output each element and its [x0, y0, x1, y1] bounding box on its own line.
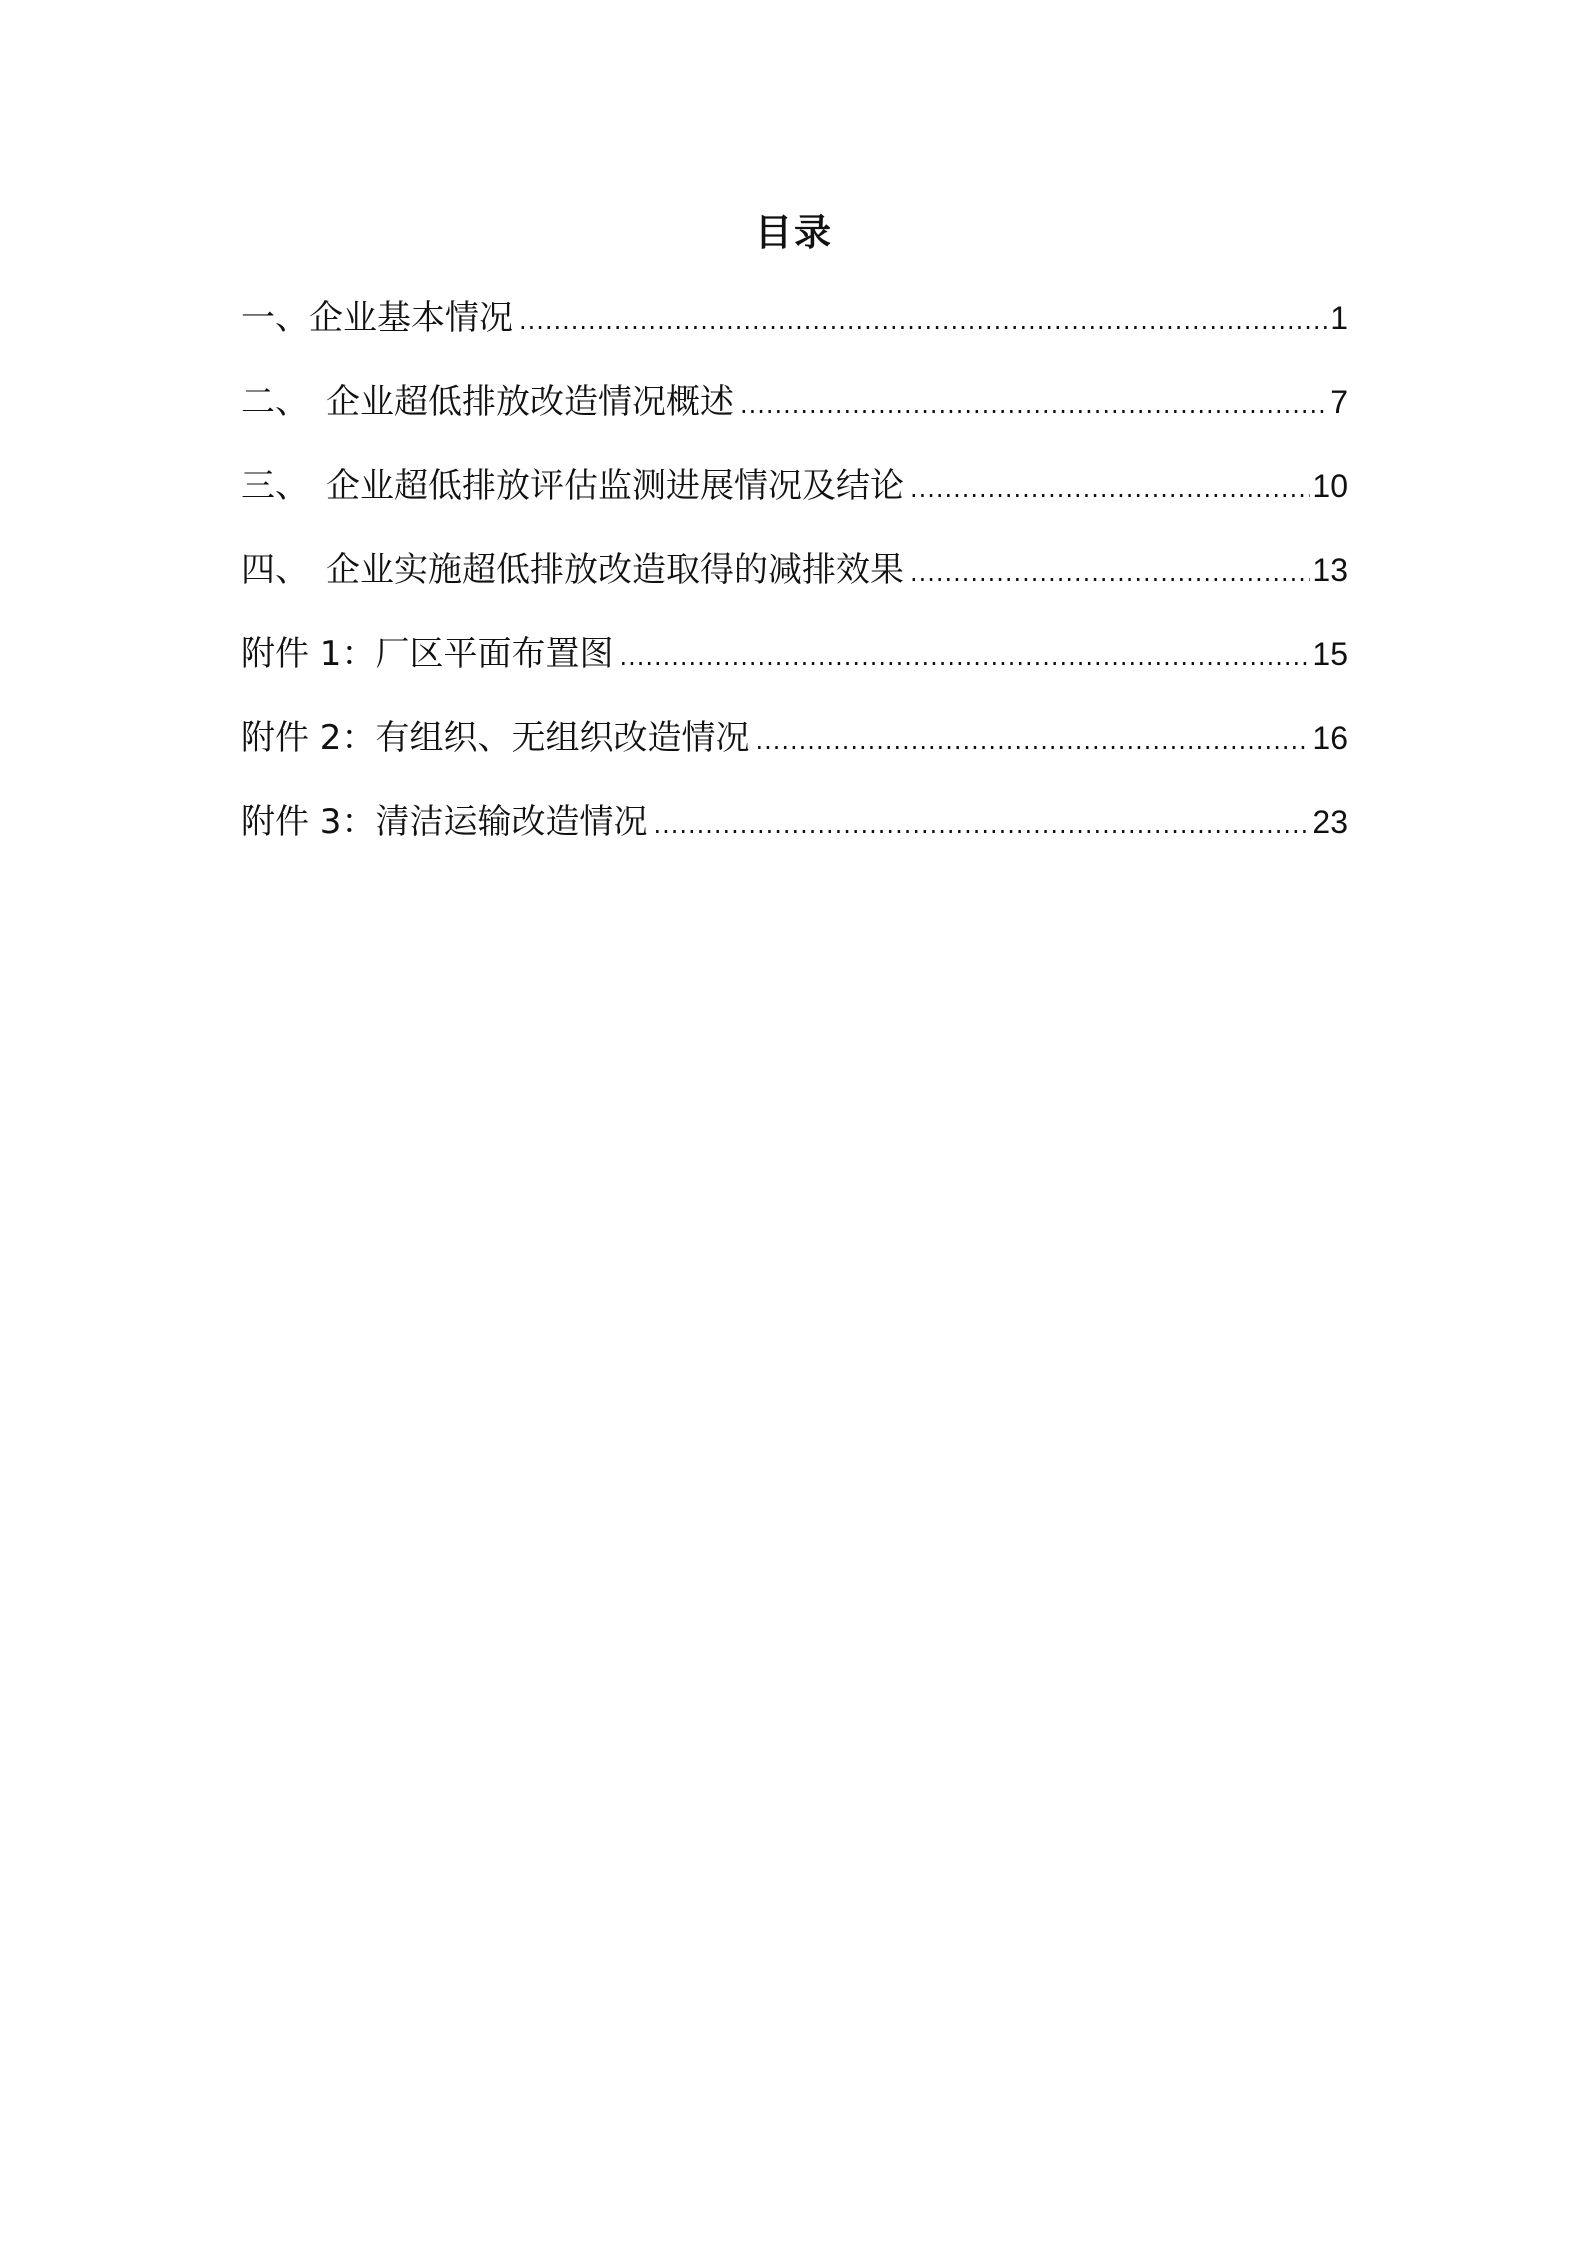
toc-entry-4[interactable] — [241, 540, 1348, 624]
toc-entry-page: 7 — [1330, 384, 1348, 420]
toc-entry-page: 10 — [1312, 468, 1348, 504]
toc-entry-2[interactable] — [241, 372, 1348, 456]
toc-entry-1[interactable] — [241, 288, 1348, 372]
toc-entry-text: 企业基本情况 — [309, 298, 513, 338]
dot-leader — [740, 375, 1328, 435]
toc-entry-number: 附件 1： — [241, 634, 376, 674]
dot-leader — [653, 795, 1310, 855]
dot-leader — [910, 459, 1310, 519]
toc-entry-3[interactable] — [241, 456, 1348, 540]
toc-entry-number: 附件 2： — [241, 718, 376, 758]
toc-entry-text: 企业实施超低排放改造取得的减排效果 — [326, 550, 904, 590]
toc-entry-6[interactable] — [241, 708, 1348, 792]
toc-entry-page: 16 — [1312, 720, 1348, 756]
table-of-contents — [241, 288, 1348, 876]
toc-entry-text: 企业超低排放改造情况概述 — [326, 382, 734, 422]
toc-entry-text: 有组织、无组织改造情况 — [375, 718, 750, 758]
toc-entry-text: 企业超低排放评估监测进展情况及结论 — [326, 466, 904, 506]
dot-leader — [755, 711, 1310, 771]
toc-entry-number: 三、 — [241, 466, 326, 506]
toc-entry-5[interactable] — [241, 624, 1348, 708]
dot-leader — [910, 543, 1310, 603]
toc-entry-7[interactable] — [241, 792, 1348, 876]
toc-entry-text: 厂区平面布置图 — [375, 634, 614, 674]
toc-entry-number: 二、 — [241, 382, 326, 422]
dot-leader — [619, 627, 1310, 687]
toc-entry-number: 四、 — [241, 550, 326, 590]
toc-entry-page: 1 — [1330, 300, 1348, 336]
page-title: 目录 — [755, 211, 833, 254]
toc-entry-text: 清洁运输改造情况 — [375, 802, 648, 842]
toc-entry-page: 13 — [1312, 552, 1348, 588]
toc-entry-page: 15 — [1312, 636, 1348, 672]
toc-entry-number: 一、 — [241, 298, 309, 338]
toc-entry-page: 23 — [1312, 804, 1348, 840]
dot-leader — [519, 291, 1328, 351]
toc-entry-number: 附件 3： — [241, 802, 376, 842]
